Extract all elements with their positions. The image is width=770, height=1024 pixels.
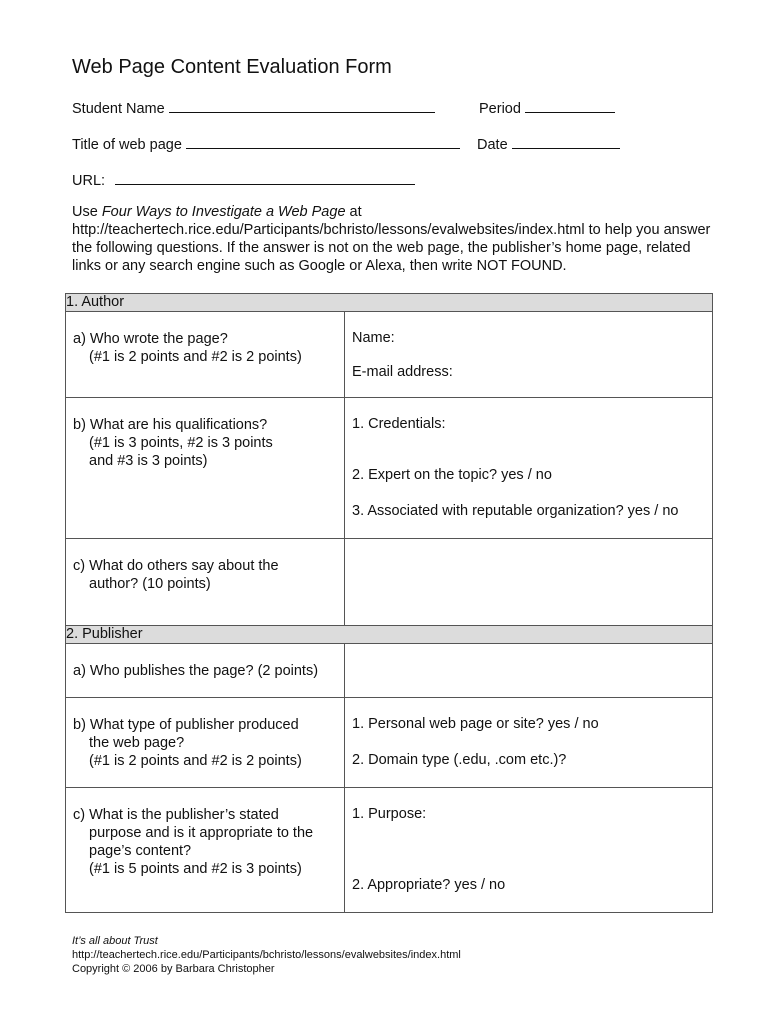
answer-cell[interactable]: Name: E-mail address: <box>345 312 713 398</box>
period-label: Period <box>479 101 521 117</box>
form-title: Web Page Content Evaluation Form <box>72 56 392 78</box>
answer-cell[interactable] <box>345 539 713 626</box>
date-label: Date <box>477 137 508 153</box>
question-cell: b) What type of publisher produced the web page? (#1 is 2 points and #2 is 2 points) <box>66 698 345 788</box>
guide-title: Four Ways to Investigate a Web Page <box>101 204 346 220</box>
footer-copyright: Copyright © 2006 by Barbara Christopher <box>72 963 275 975</box>
answer-cell[interactable]: 1. Personal web page or site? yes / no 2. Domain type (.edu, .com etc.)? <box>345 698 713 788</box>
question-row <box>66 539 713 626</box>
section-header-author: 1. Author <box>66 294 713 312</box>
answer-cell[interactable]: 1. Purpose: 2. Appropriate? yes / no <box>345 788 713 913</box>
section-header-publisher: 2. Publisher <box>66 626 713 644</box>
question-row <box>66 788 713 913</box>
instructions-paragraph <box>72 203 712 275</box>
url-row <box>72 170 415 189</box>
period-field[interactable] <box>525 98 615 113</box>
question-row <box>66 698 713 788</box>
web-page-title-label: Title of web page <box>72 137 182 153</box>
footer <box>72 934 461 976</box>
question-row <box>66 644 713 698</box>
question-cell: c) What do others say about the author? (10 points) <box>66 539 345 626</box>
question-cell: a) Who wrote the page? (#1 is 2 points and #2 is 2 points) <box>66 312 345 398</box>
question-cell: b) What are his qualifications? (#1 is 3 points, #2 is 3 points and #3 is 3 points) <box>66 398 345 539</box>
url-field[interactable] <box>115 170 415 185</box>
footer-tagline: It’s all about Trust <box>72 935 158 947</box>
footer-url: http://teachertech.rice.edu/Participants/bchristo/lessons/evalwebsites/index.html <box>72 949 461 961</box>
student-name-field[interactable] <box>169 98 435 113</box>
question-cell: c) What is the publisher’s stated purpose and is it appropriate to the page’s content? (#1 is 5 points and #2 is 3 points) <box>66 788 345 913</box>
student-name-row <box>72 98 435 117</box>
date-row <box>477 134 620 153</box>
evaluation-table <box>65 293 713 913</box>
web-page-title-field[interactable] <box>186 134 460 149</box>
date-field[interactable] <box>512 134 620 149</box>
question-row <box>66 312 713 398</box>
period-row <box>479 98 615 117</box>
answer-cell[interactable]: 1. Credentials: 2. Expert on the topic? yes / no 3. Associated with reputable organization? yes / no <box>345 398 713 539</box>
student-name-label: Student Name <box>72 101 165 117</box>
intro-prefix: Use <box>72 204 102 220</box>
url-label: URL: <box>72 173 106 189</box>
web-page-title-row <box>72 134 460 153</box>
question-cell: a) Who publishes the page? (2 points) <box>66 644 345 698</box>
question-row <box>66 398 713 539</box>
intro-text: at http://teachertech.rice.edu/Participants/bchristo/lessons/evalwebsites/index.html to help you answer the following questions. If the answer is not on the web page, the publisher’s home page, related links or any search engine such as Google or Alexa, then write NOT FOUND. <box>72 204 711 274</box>
answer-cell[interactable] <box>345 644 713 698</box>
